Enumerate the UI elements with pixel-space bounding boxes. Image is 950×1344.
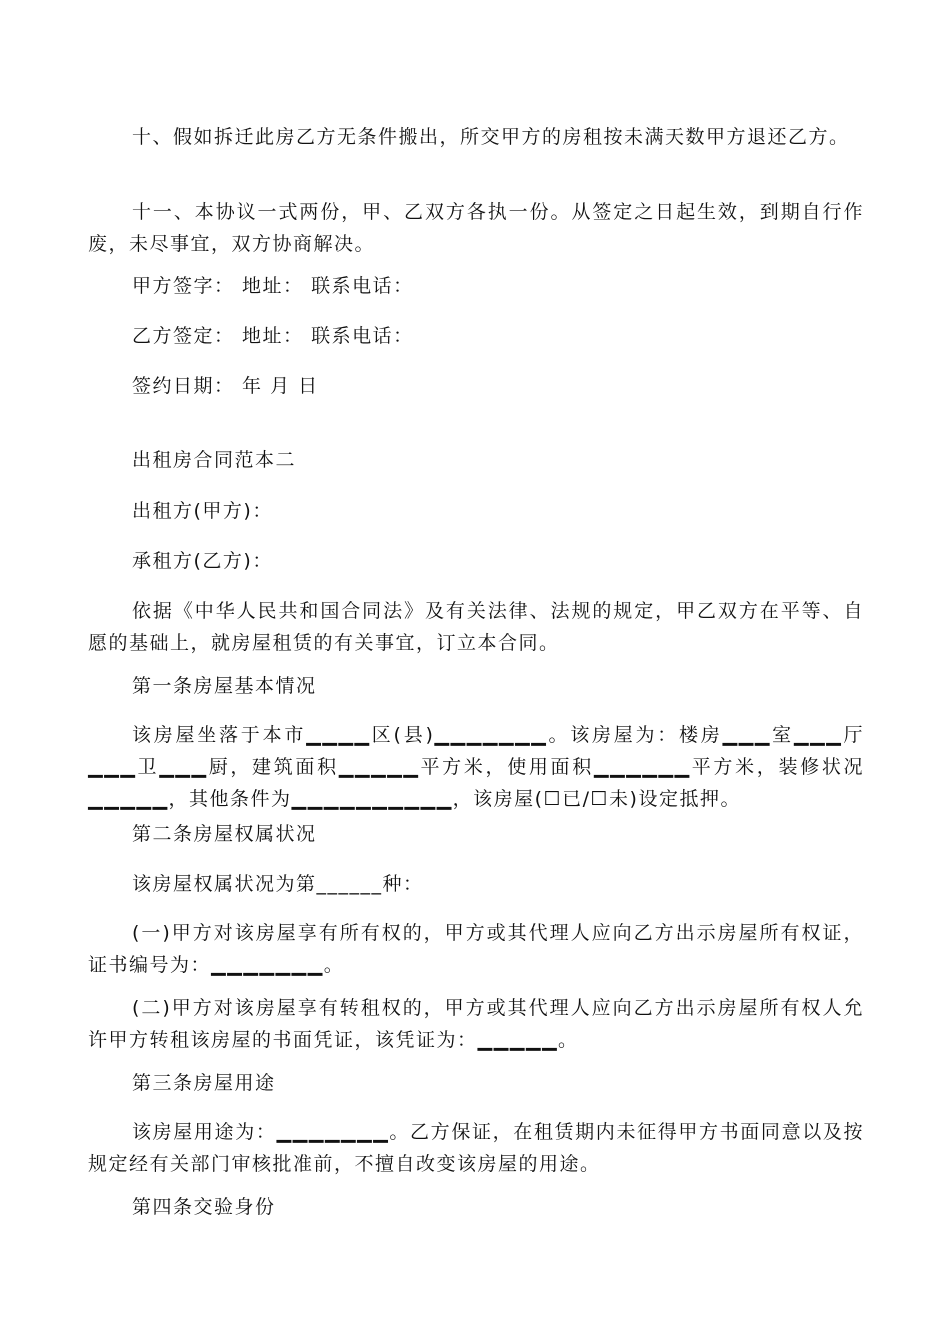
- clause-eleven-paragraph: 十一、本协议一式两份，甲、乙双方各执一份。从签定之日起生效，到期自行作废，未尽事宜，双方协商解决。: [88, 201, 864, 255]
- party-b-signature-line: 乙方签定： 地址： 联系电话：: [132, 325, 414, 347]
- article-one-body: 该房屋坐落于本市▁▁▁▁区(县)▁▁▁▁▁▁▁。该房屋为：楼房▁▁▁室▁▁▁厅▁▁▁卫▁▁▁厨，建筑面积▁▁▁▁▁平方米，使用面积▁▁▁▁▁▁平方米，装修状况▁▁▁▁▁，其他条件为▁▁▁▁▁▁▁▁▁▁，该房屋(☐已/☐未)设定抵押。: [88, 724, 864, 810]
- clause-ten-paragraph: 十、假如拆迁此房乙方无条件搬出，所交甲方的房租按未满天数甲方退还乙方。: [132, 126, 850, 148]
- lessor-line: 出租方(甲方)：: [132, 500, 273, 522]
- ownership-option-two: (二)甲方对该房屋享有转租权的，甲方或其代理人应向乙方出示房屋所有权人允许甲方转租该房屋的书面凭证，该凭证为：▁▁▁▁▁。: [88, 997, 864, 1051]
- ownership-option-one: (一)甲方对该房屋享有所有权的，甲方或其代理人应向乙方出示房屋所有权证，证书编号为：▁▁▁▁▁▁▁。: [88, 922, 864, 976]
- signing-date-line: 签约日期： 年 月 日: [132, 375, 319, 397]
- contract-template-title: 出租房合同范本二: [132, 449, 297, 471]
- preamble-paragraph: 依据《中华人民共和国合同法》及有关法律、法规的规定，甲乙双方在平等、自愿的基础上，就房屋租赁的有关事宜，订立本合同。: [88, 600, 864, 654]
- article-two-heading: 第二条房屋权属状况: [132, 823, 317, 845]
- lessee-line: 承租方(乙方)：: [132, 550, 273, 572]
- party-a-signature-line: 甲方签字： 地址： 联系电话：: [132, 275, 414, 297]
- article-four-heading: 第四条交验身份: [132, 1196, 276, 1218]
- ownership-type-line: 该房屋权属状况为第______种：: [132, 873, 424, 895]
- article-one-heading: 第一条房屋基本情况: [132, 675, 317, 697]
- article-three-body: 该房屋用途为：▁▁▁▁▁▁▁。乙方保证，在租赁期内未征得甲方书面同意以及按规定经有关部门审核批准前，不擅自改变该房屋的用途。: [88, 1121, 864, 1175]
- article-three-heading: 第三条房屋用途: [132, 1072, 276, 1094]
